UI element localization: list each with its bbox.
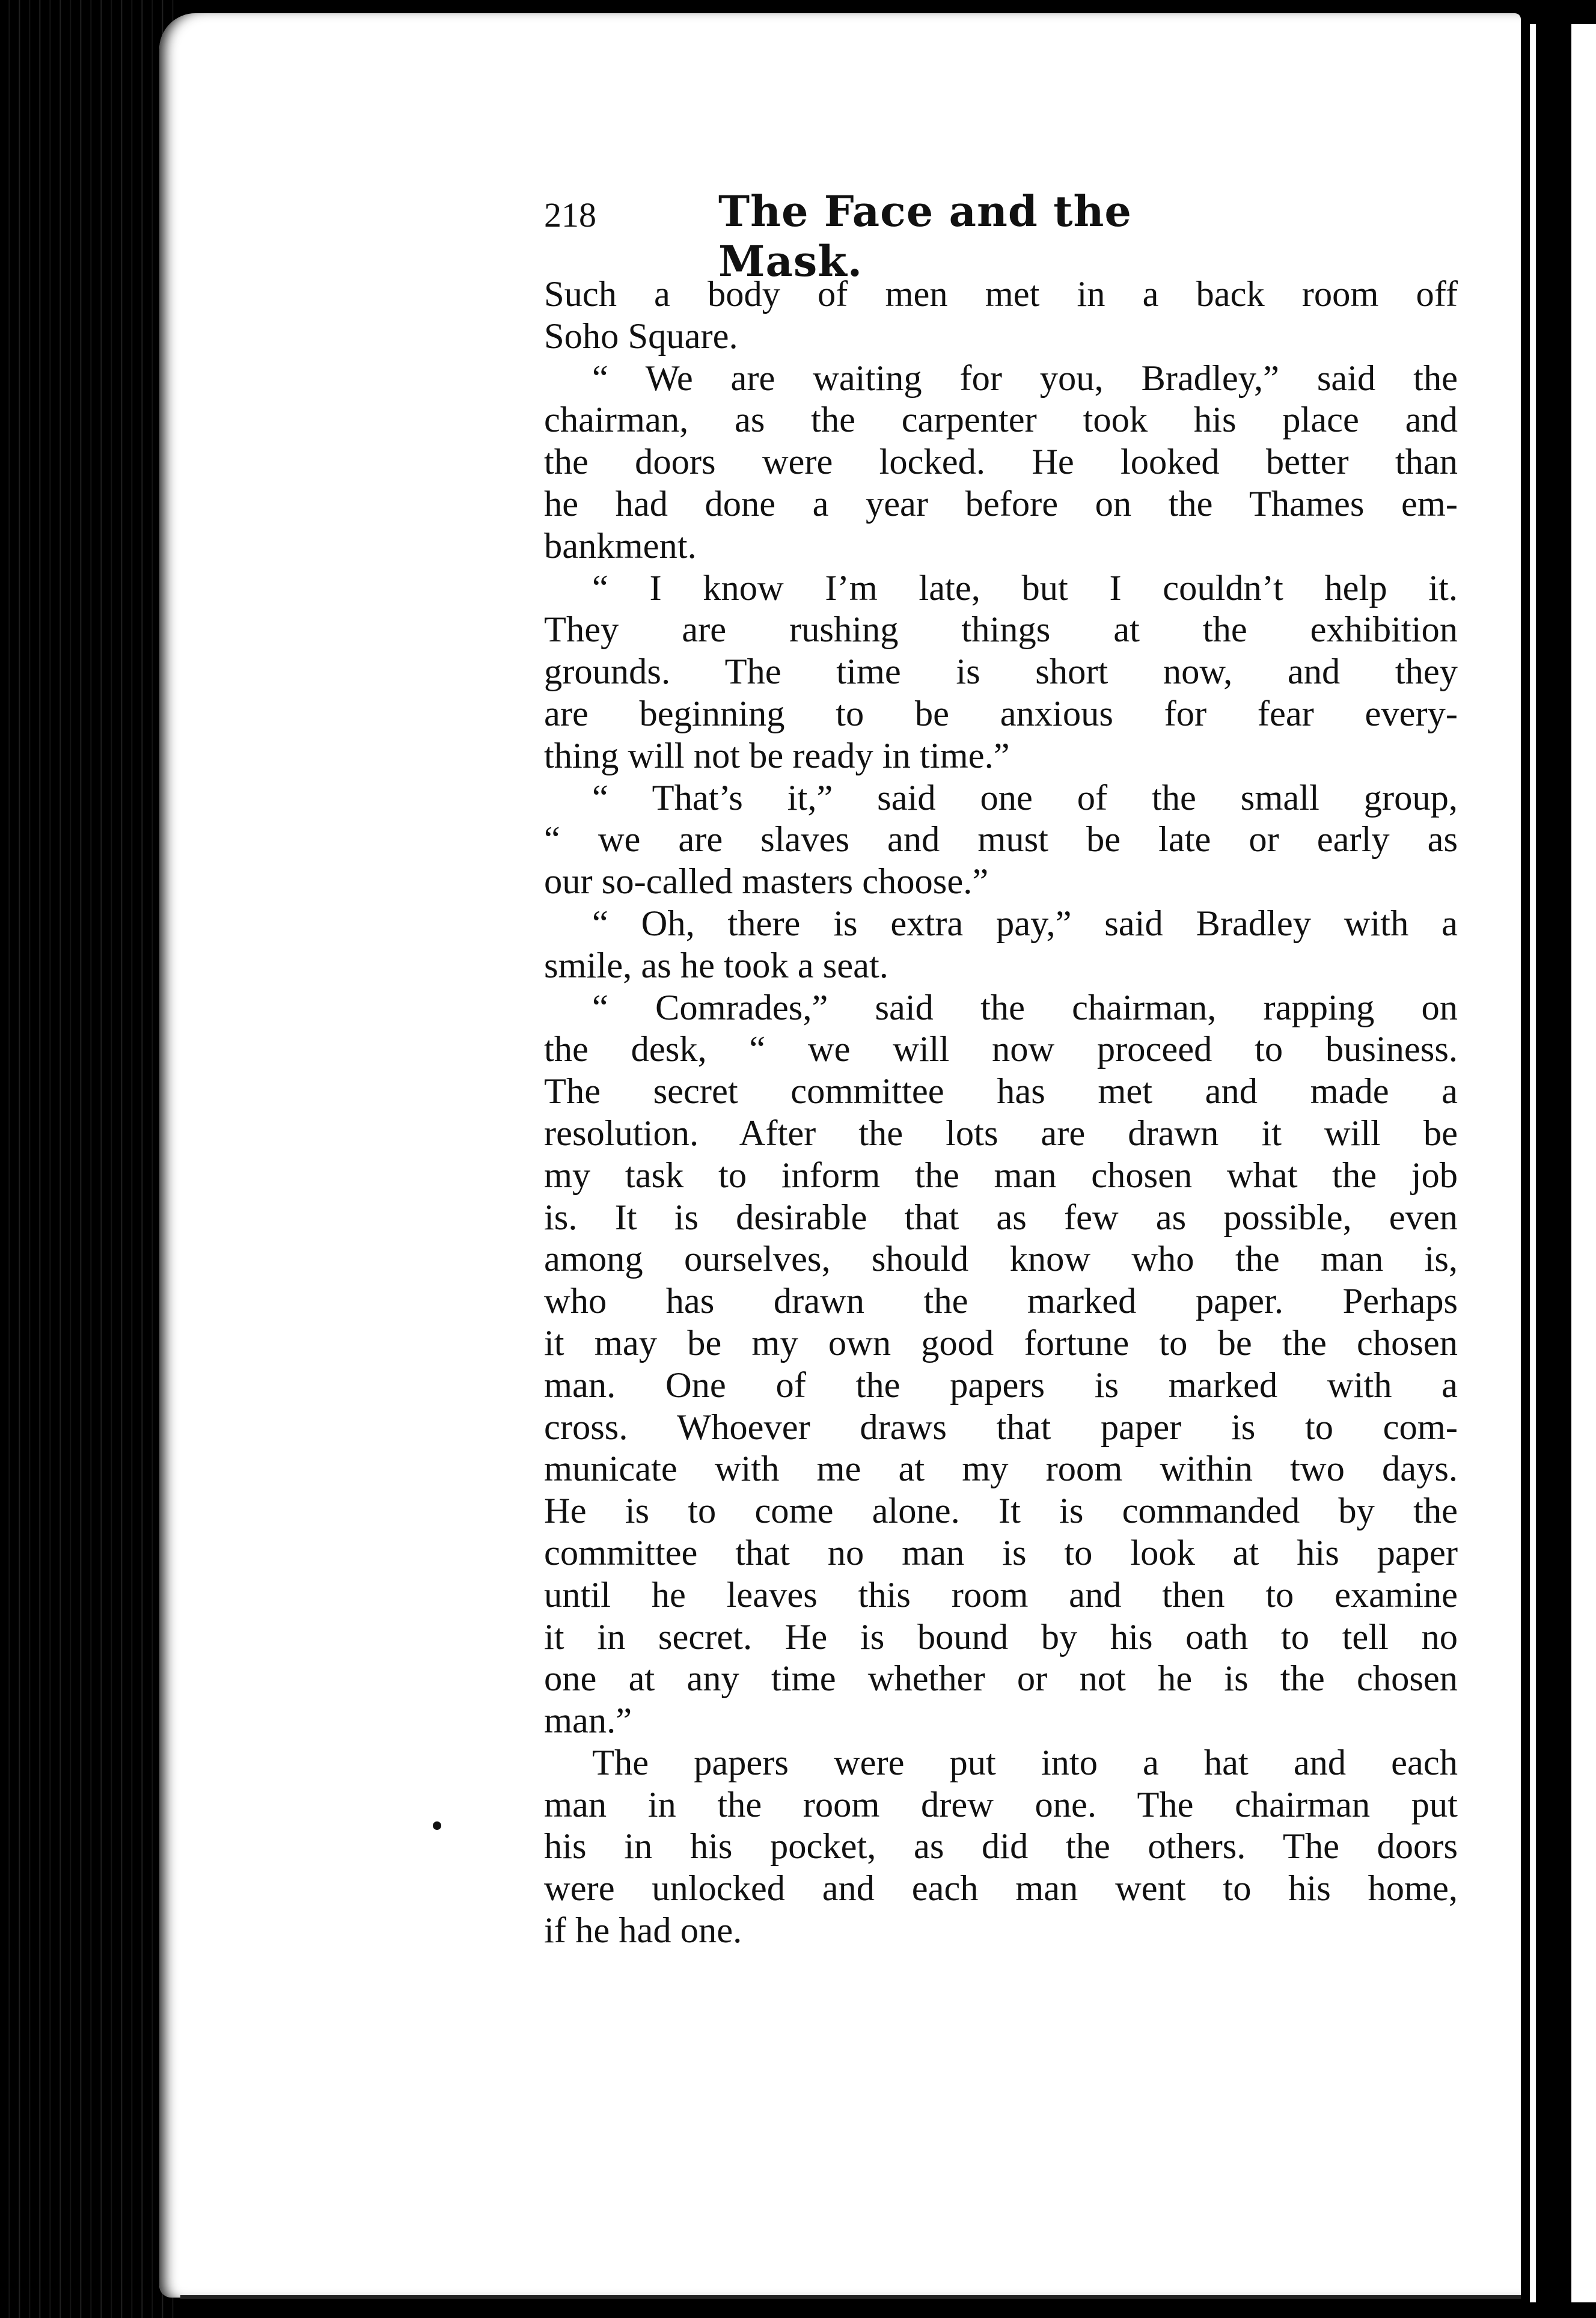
- text-line: if he had one.: [544, 1910, 742, 1951]
- text-line: The papers were put into a hat and each: [592, 1742, 1458, 1783]
- text-line: chairman, as the carpenter took his place and: [544, 400, 1458, 441]
- book-spine-shadow: [0, 0, 180, 2318]
- text-line: bankment.: [544, 525, 697, 566]
- text-line: until he leaves this room and then to examine: [544, 1574, 1458, 1615]
- next-page-strip: [1563, 24, 1596, 2302]
- body-text: [544, 274, 1458, 1952]
- text-line: our so-called masters choose.”: [544, 861, 989, 902]
- text-line: man. One of the papers is marked with a: [544, 1365, 1458, 1405]
- page-number: 218: [544, 195, 596, 234]
- text-line: “ We are waiting for you, Bradley,” said the: [592, 358, 1458, 399]
- text-line: man in the room drew one. The chairman put: [544, 1784, 1458, 1825]
- text-line: it may be my own good fortune to be the chosen: [544, 1323, 1458, 1363]
- ink-speck: [433, 1821, 441, 1830]
- text-line: is. It is desirable that as few as possible, even: [544, 1197, 1458, 1238]
- text-line: The secret committee has met and made a: [544, 1071, 1458, 1112]
- text-line: They are rushing things at the exhibition: [544, 610, 1458, 650]
- text-line: grounds. The time is short now, and they: [544, 652, 1458, 693]
- text-line: among ourselves, should know who the man is,: [544, 1239, 1458, 1280]
- text-line: resolution. After the lots are drawn it will be: [544, 1113, 1458, 1154]
- text-line: cross. Whoever draws that paper is to com-: [544, 1407, 1458, 1448]
- text-line: “ I know I’m late, but I couldn’t help it.: [592, 567, 1458, 608]
- text-line: the doors were locked. He looked better than: [544, 442, 1458, 483]
- text-line: “ Comrades,” said the chairman, rapping on: [592, 987, 1458, 1028]
- running-title: The Face and the Mask.: [718, 186, 1132, 286]
- text-line: “ Oh, there is extra pay,” said Bradley with a: [592, 903, 1458, 944]
- text-line: He is to come alone. It is commanded by the: [544, 1491, 1458, 1532]
- text-line: one at any time whether or not he is the chosen: [544, 1659, 1458, 1699]
- page-header: [544, 186, 1283, 286]
- text-line: “ That’s it,” said one of the small group,: [592, 777, 1458, 818]
- text-line: man.”: [544, 1701, 632, 1742]
- text-line: Soho Square.: [544, 316, 738, 356]
- text-line: it in secret. He is bound by his oath to tell no: [544, 1616, 1458, 1657]
- text-line: committee that no man is to look at his paper: [544, 1532, 1458, 1573]
- text-line: “ we are slaves and must be late or early as: [544, 819, 1458, 860]
- text-line: his in his pocket, as did the others. The doors: [544, 1826, 1458, 1867]
- text-line: who has drawn the marked paper. Perhaps: [544, 1281, 1458, 1322]
- text-line: my task to inform the man chosen what the job: [544, 1155, 1458, 1196]
- text-line: were unlocked and each man went to his home,: [544, 1868, 1458, 1909]
- text-line: are beginning to be anxious for fear every-: [544, 693, 1458, 734]
- text-line: Such a body of men met in a back room off: [544, 274, 1458, 314]
- text-line: thing will not be ready in time.”: [544, 735, 1010, 776]
- text-line: the desk, “ we will now proceed to business.: [544, 1029, 1458, 1070]
- text-line: municate with me at my room within two days.: [544, 1449, 1458, 1490]
- page-bottom-edge: [180, 2295, 1521, 2299]
- text-line: he had done a year before on the Thames em-: [544, 483, 1458, 524]
- text-line: smile, as he took a seat.: [544, 945, 888, 986]
